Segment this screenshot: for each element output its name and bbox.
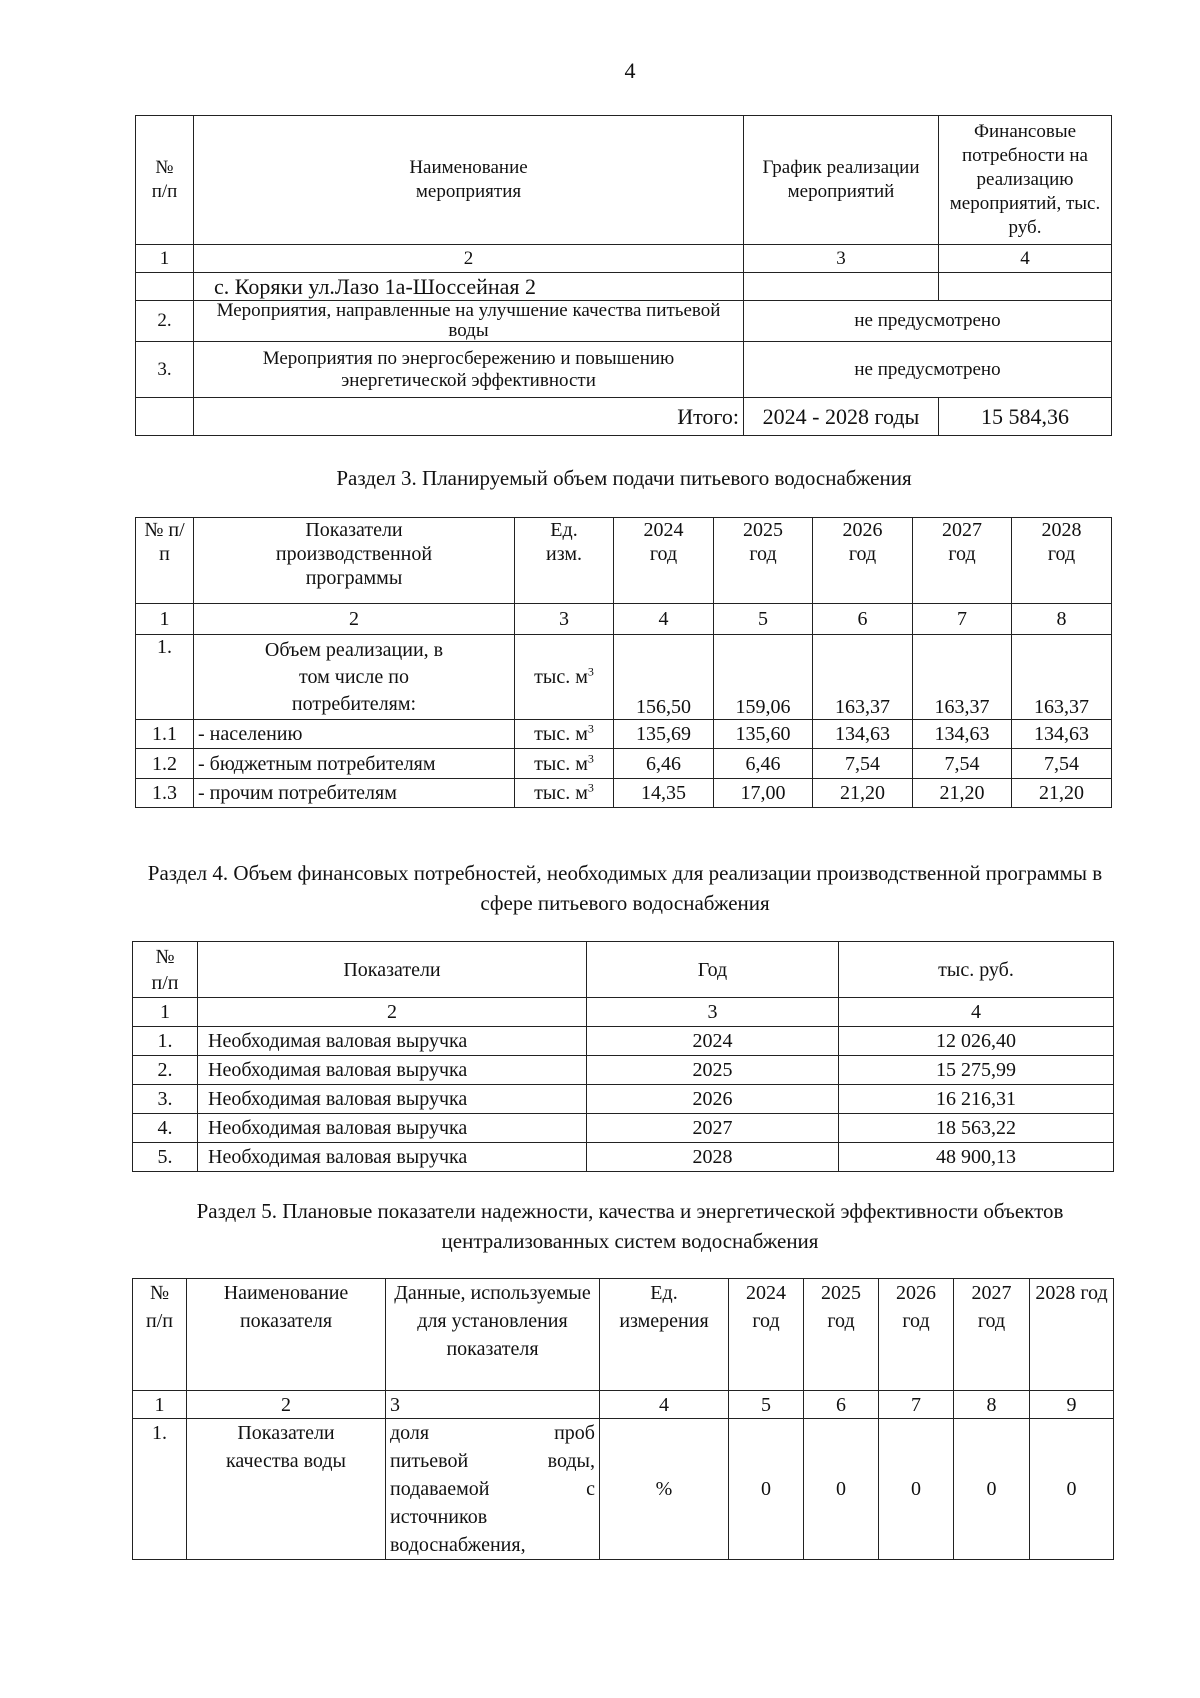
table-row — [136, 342, 1112, 398]
section5-title: Раздел 5. Плановые показатели надежности, качества и энергетической эффективности объектов централизованных систем водоснабжения — [196, 1199, 1064, 1253]
row-number: 1.1 — [136, 720, 194, 749]
col-number: 8 — [954, 1391, 1030, 1419]
col-number: 4 — [839, 998, 1114, 1027]
col-number: 3 — [587, 998, 839, 1027]
col-number: 9 — [1030, 1391, 1114, 1419]
col-number: 2 — [194, 604, 515, 635]
section4-title: Раздел 4. Объем финансовых потребностей, необходимых для реализации производственной программы в сфере питьевого водоснабжения — [147, 861, 1103, 915]
row-number: 2. — [136, 301, 194, 342]
unit: тыс. $м^3$ — [515, 635, 614, 720]
header-indicator: Показатели производственной программы — [194, 518, 515, 604]
value-cell: 135,69 — [614, 720, 714, 749]
header-year: 2025 год — [804, 1279, 879, 1391]
header-number: № п/п — [136, 518, 194, 604]
value-cell: 21,20 — [913, 779, 1012, 808]
value-cell: 134,63 — [813, 720, 913, 749]
col-number: 5 — [714, 604, 813, 635]
amount-cell: 16 216,31 — [839, 1085, 1114, 1114]
activity-value: не предусмотрено — [744, 301, 1112, 342]
col-number: 2 — [194, 245, 744, 273]
header-year: 2026 год — [813, 518, 913, 604]
unit: % — [600, 1419, 729, 1560]
row-number: 2. — [133, 1056, 198, 1085]
header-data: Данные, используемые для установления показателя — [386, 1279, 600, 1391]
reliability-indicators-table — [132, 1278, 1114, 1560]
col-number: 6 — [813, 604, 913, 635]
amount-cell: 12 026,40 — [839, 1027, 1114, 1056]
header-activity-name: Наименование мероприятия — [194, 116, 744, 245]
table-row — [136, 779, 1112, 808]
activity-value: не предусмотрено — [744, 342, 1112, 398]
col-number: 2 — [198, 998, 587, 1027]
table-row — [136, 720, 1112, 749]
amount-cell: 15 275,99 — [839, 1056, 1114, 1085]
value-cell: 159,06 — [714, 635, 813, 720]
indicator-name: Необходимая валовая выручка — [198, 1027, 587, 1056]
header-year: 2026 год — [879, 1279, 954, 1391]
col-number: 5 — [729, 1391, 804, 1419]
col-number: 4 — [614, 604, 714, 635]
page-number: 4 — [624, 58, 636, 83]
year-cell: 2026 — [587, 1085, 839, 1114]
header-number: № п/п — [136, 116, 194, 245]
table-row — [136, 749, 1112, 779]
indicator-name: - бюджетным потребителям — [194, 749, 515, 779]
header-year: 2027 год — [913, 518, 1012, 604]
value-cell: 134,63 — [913, 720, 1012, 749]
table-row — [133, 1027, 1114, 1056]
value-cell: 7,54 — [1012, 749, 1112, 779]
empty-cell — [939, 273, 1112, 301]
row-number: 4. — [133, 1114, 198, 1143]
header-year: 2024 год — [614, 518, 714, 604]
empty-cell — [136, 398, 194, 436]
header-year: 2025 год — [714, 518, 813, 604]
col-number: 2 — [187, 1391, 386, 1419]
unit: тыс. $м^3$ — [515, 779, 614, 808]
row-number: 1. — [133, 1419, 187, 1560]
indicator-name: Объем реализации, в том числе по потребителям: — [194, 635, 515, 720]
row-number: 3. — [133, 1085, 198, 1114]
row-number: 1. — [133, 1027, 198, 1056]
header-amount: тыс. руб. — [839, 942, 1114, 998]
empty-cell — [744, 273, 939, 301]
col-number: 7 — [879, 1391, 954, 1419]
value-cell: 135,60 — [714, 720, 813, 749]
total-row — [136, 398, 1112, 436]
col-number: 4 — [600, 1391, 729, 1419]
value-cell: 163,37 — [913, 635, 1012, 720]
header-name: Наименование показателя — [187, 1279, 386, 1391]
section3-title: Раздел 3. Планируемый объем подачи питьевого водоснабжения — [336, 466, 912, 490]
unit: тыс. $м^3$ — [515, 720, 614, 749]
row-number: 1.2 — [136, 749, 194, 779]
col-number: 4 — [939, 245, 1112, 273]
value-cell: 21,20 — [813, 779, 913, 808]
indicator-name: Необходимая валовая выручка — [198, 1085, 587, 1114]
year-cell: 2024 — [587, 1027, 839, 1056]
header-year: 2027 год — [954, 1279, 1030, 1391]
financial-needs-table — [132, 941, 1114, 1172]
value-cell: 163,37 — [1012, 635, 1112, 720]
header-unit: Ед. измерения — [600, 1279, 729, 1391]
indicator-name: - населению — [194, 720, 515, 749]
header-number: № п/п — [133, 942, 198, 998]
row-number: 1. — [136, 635, 194, 720]
col-number: 1 — [133, 998, 198, 1027]
location-label: с. Коряки ул.Лазо 1а-Шоссейная 2 — [194, 273, 744, 301]
col-number: 1 — [136, 604, 194, 635]
header-year: Год — [587, 942, 839, 998]
indicator-name: Необходимая валовая выручка — [198, 1056, 587, 1085]
total-label: Итого: — [194, 398, 744, 436]
value-cell: 7,54 — [813, 749, 913, 779]
value-cell: 0 — [879, 1419, 954, 1560]
value-cell: 0 — [1030, 1419, 1114, 1560]
header-year: 2028 год — [1012, 518, 1112, 604]
year-cell: 2025 — [587, 1056, 839, 1085]
col-number: 3 — [515, 604, 614, 635]
activities-table — [135, 115, 1112, 436]
col-number: 8 — [1012, 604, 1112, 635]
header-finance: Финансовые потребности на реализацию мероприятий, тыс. руб. — [939, 116, 1112, 245]
value-cell: 134,63 — [1012, 720, 1112, 749]
value-cell: 0 — [729, 1419, 804, 1560]
unit: тыс. $м^3$ — [515, 749, 614, 779]
value-cell: 6,46 — [614, 749, 714, 779]
value-cell: 156,50 — [614, 635, 714, 720]
value-cell: 7,54 — [913, 749, 1012, 779]
row-number: 3. — [136, 342, 194, 398]
col-number: 7 — [913, 604, 1012, 635]
header-schedule: График реализации мероприятий — [744, 116, 939, 245]
col-number: 3 — [744, 245, 939, 273]
value-cell: 0 — [804, 1419, 879, 1560]
value-cell: 6,46 — [714, 749, 813, 779]
row-number: 1.3 — [136, 779, 194, 808]
activity-name: Мероприятия по энергосбережению и повышению энергетической эффективности — [194, 342, 744, 398]
table-row — [133, 1419, 1114, 1560]
table-row — [133, 1085, 1114, 1114]
total-period: 2024 - 2028 годы — [744, 398, 939, 436]
table-row — [133, 1114, 1114, 1143]
activity-name: Мероприятия, направленные на улучшение качества питьевой воды — [194, 301, 744, 342]
water-supply-volume-table — [135, 517, 1112, 808]
value-cell: 17,00 — [714, 779, 813, 808]
indicator-name: Показатели качества воды — [187, 1419, 386, 1560]
value-cell: 14,35 — [614, 779, 714, 808]
value-cell: 163,37 — [813, 635, 913, 720]
indicator-data: доля проб питьевой воды, подаваемой с источников водоснабжения, — [386, 1419, 600, 1560]
value-cell: 0 — [954, 1419, 1030, 1560]
amount-cell: 48 900,13 — [839, 1143, 1114, 1172]
year-cell: 2027 — [587, 1114, 839, 1143]
value-cell: 21,20 — [1012, 779, 1112, 808]
col-number: 1 — [136, 245, 194, 273]
col-number: 1 — [133, 1391, 187, 1419]
table-row — [133, 1056, 1114, 1085]
indicator-name: Необходимая валовая выручка — [198, 1143, 587, 1172]
header-unit: Ед. изм. — [515, 518, 614, 604]
table-row — [136, 635, 1112, 720]
table-row — [133, 1143, 1114, 1172]
col-number: 6 — [804, 1391, 879, 1419]
empty-cell — [136, 273, 194, 301]
row-number: 5. — [133, 1143, 198, 1172]
indicator-name: - прочим потребителям — [194, 779, 515, 808]
header-number: № п/п — [133, 1279, 187, 1391]
table-row — [136, 301, 1112, 342]
total-amount: 15 584,36 — [939, 398, 1112, 436]
amount-cell: 18 563,22 — [839, 1114, 1114, 1143]
indicator-name: Необходимая валовая выручка — [198, 1114, 587, 1143]
col-number: 3 — [386, 1391, 600, 1419]
year-cell: 2028 — [587, 1143, 839, 1172]
header-indicator: Показатели — [198, 942, 587, 998]
header-year: 2024 год — [729, 1279, 804, 1391]
header-year: 2028 год — [1030, 1279, 1114, 1391]
